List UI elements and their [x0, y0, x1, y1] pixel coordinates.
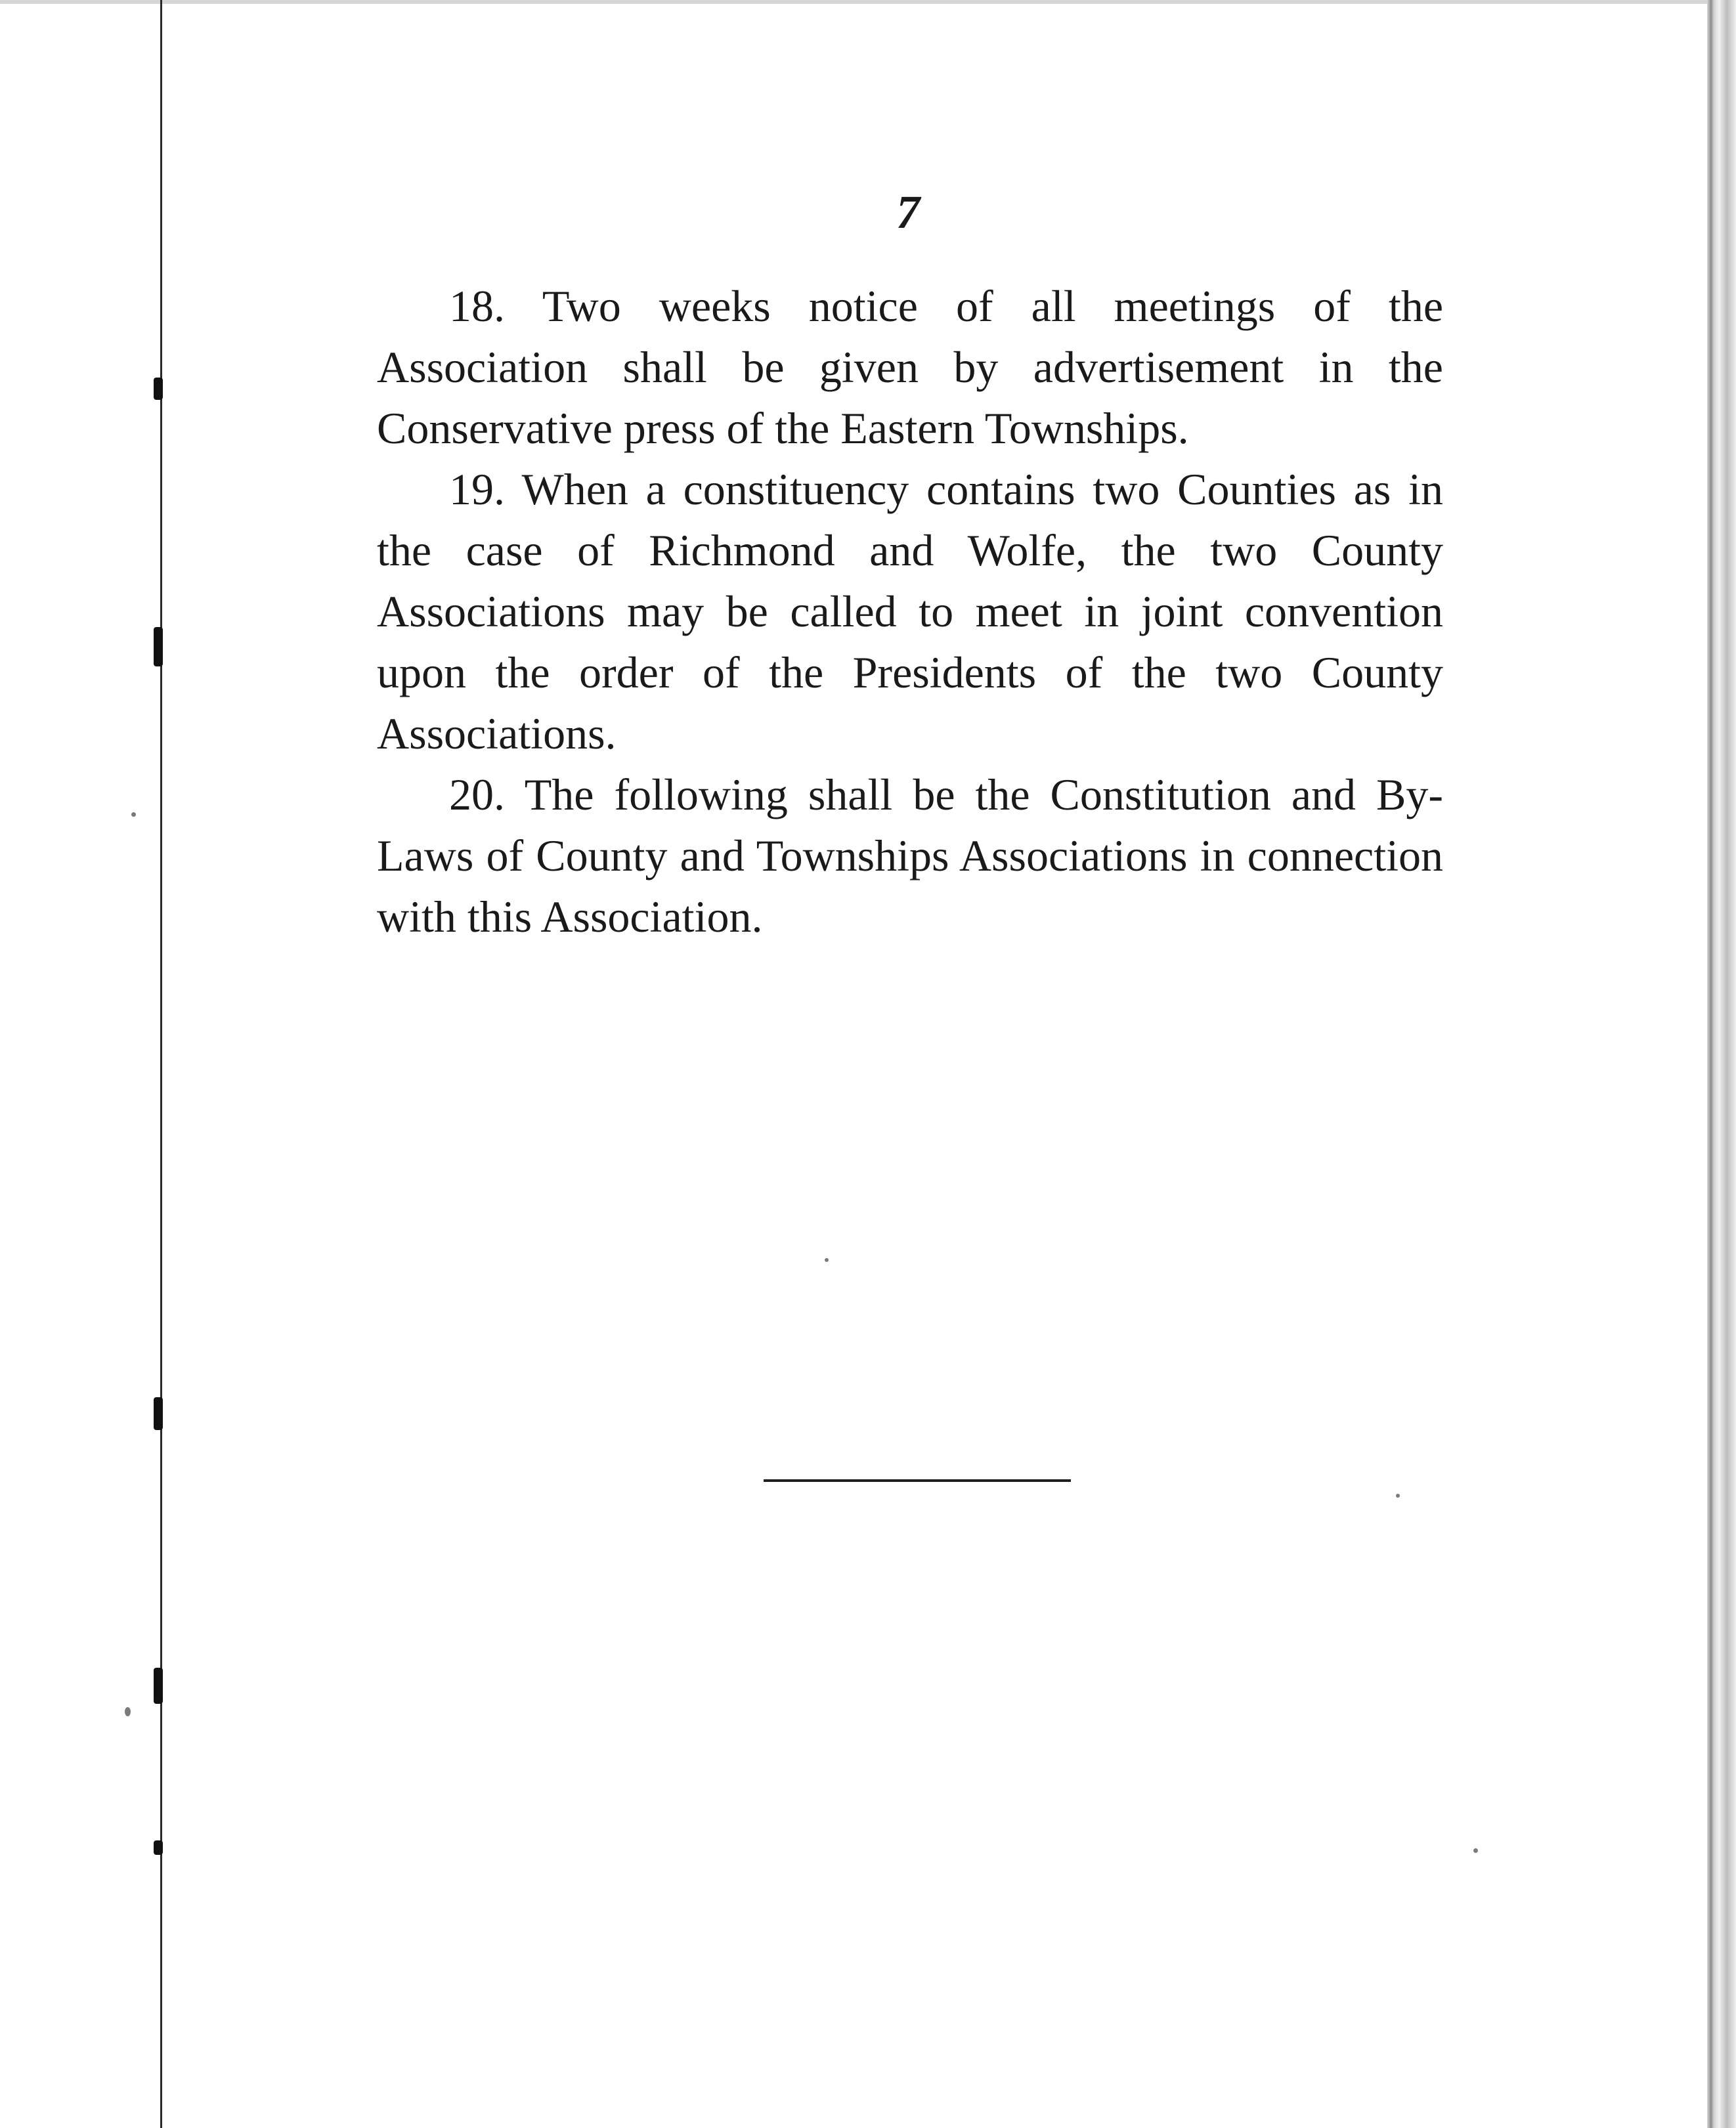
paper-speck: [825, 1258, 829, 1262]
page-top-edge: [0, 0, 1736, 4]
binding-stitch-mark: [154, 627, 163, 666]
paragraph-text: When a constituency contains two Counties as in the case of Richmond and Wolfe, the two County Associations may be called to meet in joint convention upon the order of the Presidents of the two County Associations.: [377, 464, 1443, 758]
paragraph-label: 19.: [449, 464, 505, 514]
binding-stitch-mark: [154, 1397, 163, 1430]
section-divider-rule: [764, 1479, 1071, 1482]
paragraph-text: The following shall be the Constitution and By-Laws of County and Townships Associations in connection with this Association.: [377, 770, 1443, 942]
page-number: 7: [896, 186, 920, 238]
paragraph-label: 18.: [449, 281, 505, 331]
body-text: [377, 276, 1443, 947]
paragraph-label: 20.: [449, 770, 505, 819]
binding-stitch-mark: [154, 378, 163, 400]
paragraph-18: [377, 276, 1443, 459]
paper-speck: [125, 1707, 131, 1716]
paper-speck: [1473, 1848, 1478, 1853]
page-right-edge: [1707, 0, 1736, 2128]
paragraph-20: [377, 764, 1443, 947]
paper-speck: [1396, 1494, 1400, 1498]
paragraph-19: [377, 459, 1443, 764]
binding-gutter-line: [160, 0, 162, 2128]
paragraph-text: Two weeks notice of all meetings of the Association shall be given by advertisement in the Conservative press of the Eastern Townships.: [377, 281, 1443, 453]
binding-stitch-mark: [154, 1840, 163, 1855]
paper-speck: [131, 812, 136, 817]
binding-stitch-mark: [154, 1668, 163, 1704]
